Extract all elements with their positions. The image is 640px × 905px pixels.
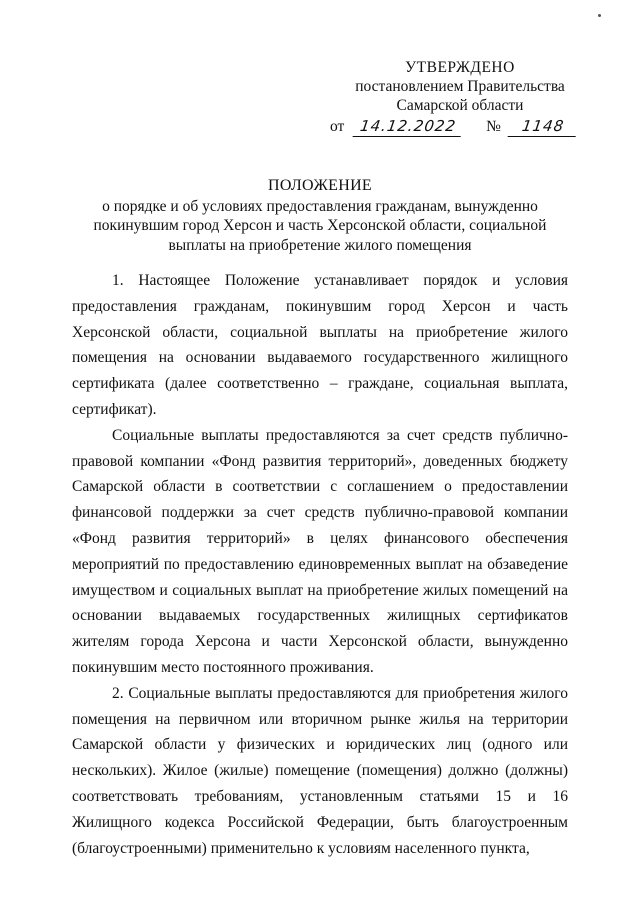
approval-line-1: постановлением Правительства: [355, 78, 565, 95]
scan-dot-mark: [598, 14, 601, 17]
handwritten-date: 14.12.2022: [353, 117, 464, 137]
paragraph-3: 2. Социальные выплаты предоставляются для приобретения жилого помещения на первичном или вторичном рынке жилья на территории Самарской области у физических и юридических лиц (одного или нескольких). Жилое (жилые) помещение (помещения) должно (должны) соответствовать требованиям, установленным статьями 15 и 16 Жилищного кодекса Российской Федерации, быть благоустроенным (благоустроенными) применительно к условиям населенного пункта,: [72, 684, 568, 857]
document-subtitle-line: о порядке и об условиях предоставления гражданам, вынужденно: [102, 197, 538, 215]
approval-line-2: Самарской области: [396, 97, 524, 114]
approval-heading: УТВЕРЖДЕНО: [405, 59, 515, 76]
handwritten-number: 1148: [507, 117, 578, 137]
approval-block: [330, 58, 590, 137]
approval-dateline: [330, 117, 590, 137]
document-title: ПОЛОЖЕНИЕ: [267, 177, 372, 194]
document-body: [72, 268, 568, 861]
paragraph-1: 1. Настоящее Положение устанавливает порядок и условия предоставления гражданам, покинувшим город Херсон и часть Херсонской области, социальной выплаты на приобретение жилого помещения на основании выдаваемого государственного жилищного сертификата (далее соответственно – граждане, социальная выплата, сертификат).: [72, 272, 568, 418]
paragraph-2: Социальные выплаты предоставляются за счет средств публично-правовой компании «Фонд развития территорий», доведенных бюджету Самарской области в соответствии с соглашением о предоставлении финансовой поддержки за счет средств публично-правовой компании «Фонд развития территорий» в целях финансового обеспечения мероприятий по предоставлению единовременных выплат на обзаведение имуществом и социальных выплат на приобретение жилых помещений на основании выдаваемых государственных жилищных сертификатов жителям города Херсона и части Херсонской области, вынужденно покинувшим место постоянного проживания.: [72, 426, 568, 676]
document-title-block: [60, 176, 580, 255]
date-prefix: от: [330, 118, 345, 135]
document-subtitle-line: покинувшим город Херсон и часть Херсонской области, социальной: [93, 217, 547, 234]
number-prefix: №: [486, 118, 501, 135]
document-subtitle-line: выплаты на приобретение жилого помещения: [168, 236, 472, 254]
